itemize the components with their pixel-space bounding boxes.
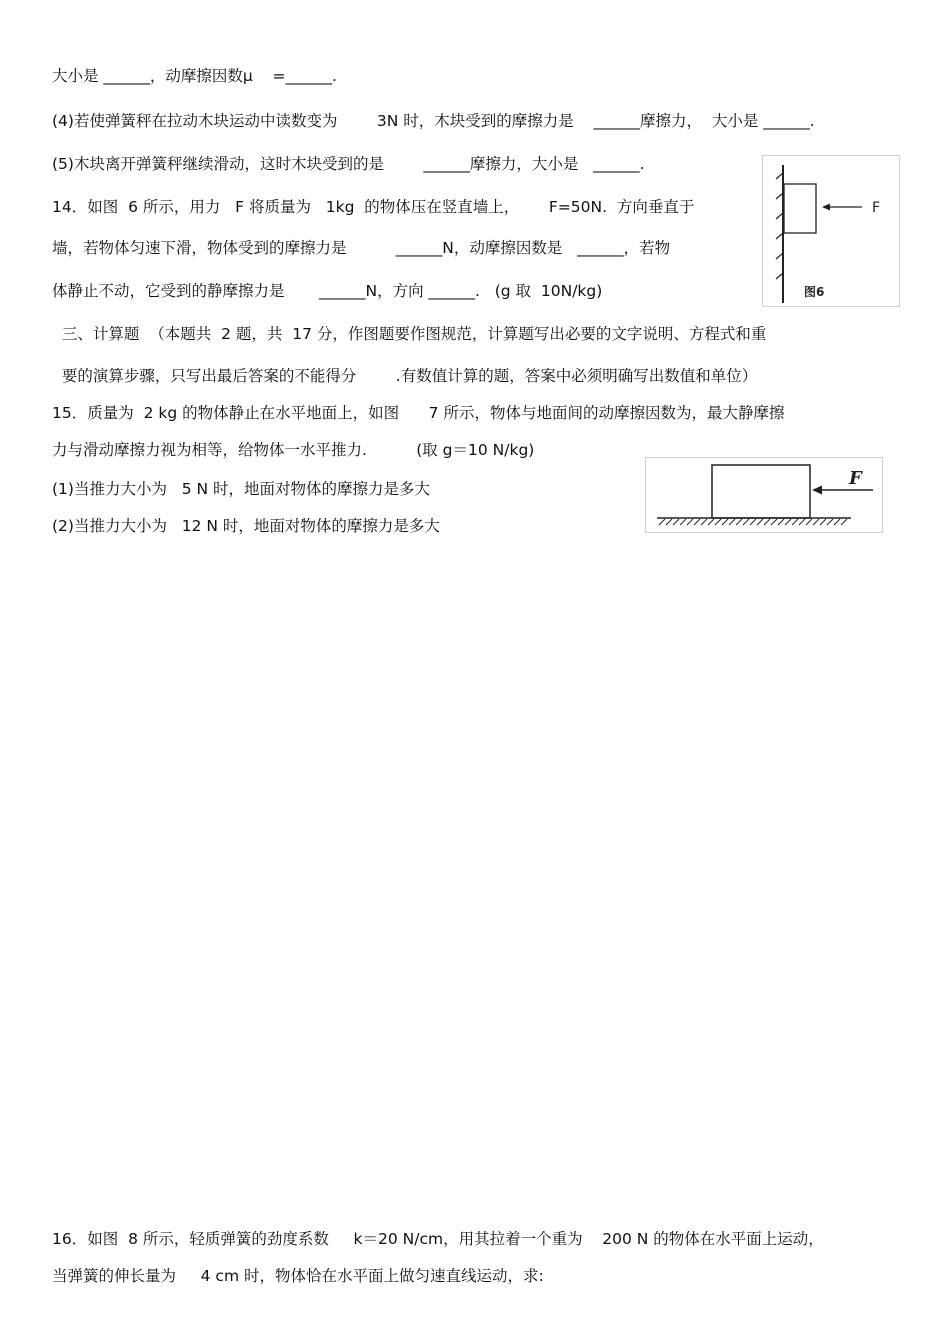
question-16-line-2: 当弹簧的伸长量为 4 cm 时，物体恰在水平面上做匀速直线运动，求:	[52, 1267, 544, 1285]
question-14-line-1: 14．如图 6 所示，用力 F 将质量为 1kg 的物体压在竖直墙上， F=50N. 方向垂直于	[52, 198, 695, 216]
figure-6-diagram	[762, 155, 900, 307]
force-label: F	[872, 200, 881, 216]
question-15-part-2: (2)当推力大小为 12 N 时，地面对物体的摩擦力是多大	[52, 517, 440, 535]
block	[712, 465, 810, 518]
line-3: (5)木块离开弹簧秤继续滑动，这时木块受到的是 ______摩擦力，大小是 ______.	[52, 155, 645, 173]
question-15-part-1: (1)当推力大小为 5 N 时，地面对物体的摩擦力是多大	[52, 480, 431, 498]
figure-6-caption: 图6	[804, 285, 825, 299]
figure-6	[762, 155, 900, 307]
figure-7-diagram	[645, 457, 883, 533]
ground-hatching	[659, 519, 847, 525]
figure-7	[645, 457, 883, 533]
section-3-heading-line-1: 三、计算题 （本题共 2 题，共 17 分，作图题要作图规范，计算题写出必要的文字说明、方程式和重	[52, 325, 767, 343]
question-15-line-1: 15．质量为 2 kg 的物体静止在水平地面上，如图 7 所示，物体与地面间的动摩擦因数为，最大静摩擦	[52, 404, 785, 422]
section-3-heading-line-2: 要的演算步骤，只写出最后答案的不能得分 .有数值计算的题，答案中必须明确写出数值和单位）	[52, 367, 758, 385]
question-14-line-3: 体静止不动，它受到的静摩擦力是 ______N，方向 ______. (g 取 10N/kg)	[52, 282, 603, 300]
block	[784, 184, 816, 233]
wall-hatching	[776, 173, 783, 279]
question-14-line-2: 墙，若物体匀速下滑，物体受到的摩擦力是 ______N，动摩擦因数是 ______，若物	[52, 239, 671, 257]
force-label: F	[849, 468, 862, 489]
line-1: 大小是 ______，动摩擦因数μ =______.	[52, 67, 337, 85]
question-16-line-1: 16．如图 8 所示，轻质弹簧的劲度系数 k＝20 N/cm，用其拉着一个重为 200 N 的物体在水平面上运动，	[52, 1230, 824, 1248]
question-15-line-2: 力与滑动摩擦力视为相等，给物体一水平推力. (取 g＝10 N/kg)	[52, 441, 535, 459]
line-2: (4)若使弹簧秤在拉动木块运动中读数变为 3N 时，木块受到的摩擦力是 ______摩擦力， 大小是 ______.	[52, 112, 815, 130]
